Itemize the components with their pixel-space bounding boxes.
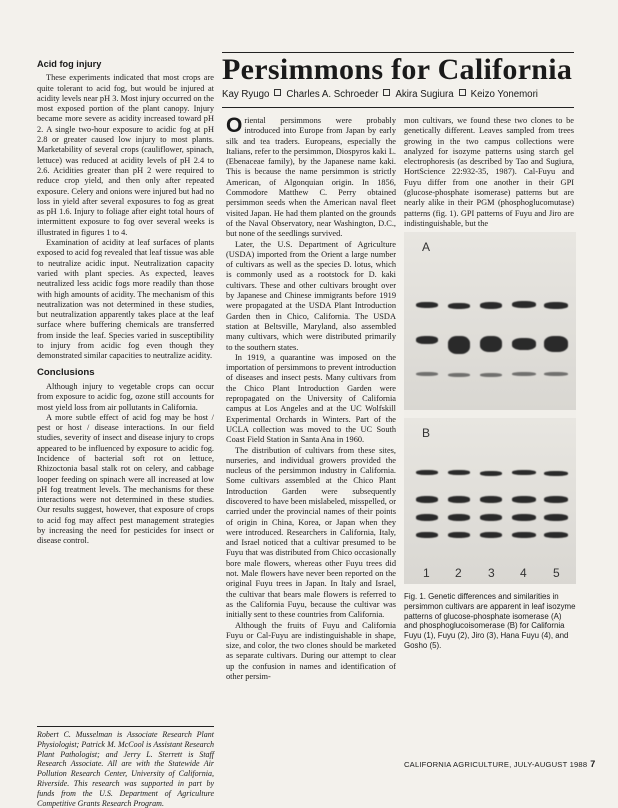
gel-band xyxy=(480,336,502,352)
gel-band xyxy=(448,496,470,503)
gel-band xyxy=(480,532,502,538)
lane-label: 5 xyxy=(553,566,560,580)
gel-band xyxy=(512,514,536,521)
paragraph-text: riental persimmons were probably introduced into Europe from Japan by early silk and tea traders. Europeans, especially the Italians, refer to the persimmon, Diospyros kaki L. (Ebenaceae family), by the Japanese name kaki. This is because the name persimmon is strictly American, of Algonquian origin. In 1856, Commodore Matthew C. Perry obtained persimmon seeds when the American naval fleet visited Japan. He had them planted on the grounds of the Naval Observatory, near Washington, D.C., but none of the seedlings survived. xyxy=(226,116,396,239)
paragraph: Although injury to vegetable crops can occur from exposure to acidic fog, ozone still accounts for most yield loss from air pollutants in California. xyxy=(37,381,214,412)
gel-band xyxy=(416,302,438,308)
gel-band xyxy=(544,336,568,352)
gel-band xyxy=(416,532,438,538)
gel-band xyxy=(512,470,536,475)
gel-band xyxy=(448,514,470,521)
panel-label: A xyxy=(422,240,431,254)
right-column xyxy=(404,116,574,229)
gel-band xyxy=(544,532,568,538)
separator-square-icon xyxy=(274,89,281,96)
gel-band xyxy=(512,372,536,376)
drop-cap: O xyxy=(226,114,243,137)
gel-band xyxy=(480,496,502,503)
gel-band xyxy=(480,373,502,377)
gel-band xyxy=(544,372,568,376)
gel-panel-b xyxy=(404,418,576,584)
paragraph: Although the fruits of Fuyu and California Fuyu or Cal-Fuyu are indistinguishable in shape, size, and color, the two clones should be marketed as separate cultivars. During our attempt to clear up the confusion in names and identification of other persim- xyxy=(226,620,396,682)
paragraph: Examination of acidity at leaf surfaces of plants exposed to acid fog revealed that leaf tissue was able to neutralize acidic input. Neutralization capacity varied with plant species. As expected, leaves neutralized less acidic fogs more readily than those with high amounts of acidity. The mechanism of this neutralization was not determined in these studies, but neutralization apparently takes place at the leaf surface where buffering chemicals are transferred from inside the leaf. Species varied in susceptibility to injury from acidic fog even though they demonstrated similar capacities to neutralize acidity. xyxy=(37,238,214,361)
separator-square-icon xyxy=(383,89,390,96)
gel-band xyxy=(512,532,536,538)
gel-band xyxy=(480,302,502,309)
author-name: Charles A. Schroeder xyxy=(286,89,379,100)
article-title: Persimmons for California xyxy=(222,53,573,86)
separator-square-icon xyxy=(459,89,466,96)
author-line xyxy=(222,89,582,100)
panel-label: B xyxy=(422,426,431,440)
author-name: Keizo Yonemori xyxy=(470,89,538,100)
paragraph: In 1919, a quarantine was imposed on the importation of persimmons to prevent introduction of diseases and insect pests. Many cultivars from the Chico Plant Introduction Garden were repropagated on the University of California campus at Los Angeles and at the UC Wolfskill Experimental Orchards in Winters. Part of the UCLA collection was moved to the UC South Coast Field Station in Santa Ana in 1960. xyxy=(226,352,396,445)
gel-band xyxy=(448,470,470,475)
author-name: Akira Sugiura xyxy=(395,89,454,100)
author-credits: Robert C. Musselman is Associate Research Plant Physiologist; Patrick M. McCool is Assistant Research Plant Pathologist; and Jerry L. Sterrett is Staff Research Associate. All are with the Statewide Air Pollution Research Center, University of California, Riverside. This research was supported in part by funds from the U.S. Department of Agriculture Competitive Grants Research Program. xyxy=(37,730,214,808)
gel-band xyxy=(544,471,568,476)
gel-band xyxy=(416,336,438,344)
gel-band xyxy=(544,514,568,521)
figure-caption: Fig. 1. Genetic differences and similarities in persimmon cultivars are apparent in leaf isozyme patterns of glucose-phosphate isomerase (A) and phosphoglucoisomerase (B) for California Fuyu (1), Fuyu (2), Jiro (3), Hana Fuyu (4), and Gosho (5). xyxy=(404,592,576,650)
section-heading-conclusions: Conclusions xyxy=(37,366,95,378)
gel-band xyxy=(480,514,502,521)
gel-panel-a xyxy=(404,232,576,410)
section-heading-acid-fog: Acid fog injury xyxy=(37,59,102,69)
gel-band xyxy=(448,373,470,377)
middle-column xyxy=(226,116,396,682)
gel-band xyxy=(512,496,536,503)
paragraph: Later, the U.S. Department of Agriculture (USDA) imported from the Orient a large number of cultivars as well as the species D. lotus, which is commonly used as a rootstock for D. kaki cultivars. These and other cultivars brought over by Japanese and Chinese immigrants before 1919 were propagated at the USDA Plant Introduction Garden then in Chico, California. The USDA station at Beltsville, Maryland, also assembled many cultivars, which were distributed primarily to the southern states. xyxy=(226,239,396,352)
lane-label: 2 xyxy=(455,566,462,580)
gel-band xyxy=(544,302,568,309)
journal-line: CALIFORNIA AGRICULTURE, JULY-AUGUST 1988 xyxy=(404,760,588,769)
page-number: 7 xyxy=(590,759,596,769)
gel-band xyxy=(416,372,438,376)
gel-band xyxy=(512,338,536,350)
lane-label: 3 xyxy=(488,566,495,580)
credits-divider xyxy=(37,726,214,727)
paragraph xyxy=(226,116,396,240)
gel-band xyxy=(480,471,502,476)
electrophoresis-figure xyxy=(404,232,576,584)
left-column xyxy=(37,59,214,547)
gel-band xyxy=(416,514,438,521)
lane-label: 4 xyxy=(520,566,527,580)
gel-band xyxy=(544,496,568,503)
paragraph: These experiments indicated that most crops are quite tolerant to acid fog, but would be injured at acidity levels near pH 3. Most injury occurred on the most exposed portion of the plant canopy. Injury became more severe as acidity increased toward pH 2. A single two-hour exposure to acidic fog at pH 2.8 or greater caused low injury to most plants. Marketability of several crops (cauliflower, spinach, lettuce) was reduced at acidity levels of pH 2.4 to 2.6. Acidities greater than pH 2 were required to reduce crop yield, and then only after repeated exposure. Celery and onions were injured but had no loss in yield after several exposures to fog as great as pH 1.6. Injury to foliage after eight total hours of intermittent exposure to fog over several weeks is illustrated in figures 1 to 4. xyxy=(37,73,214,237)
gel-band xyxy=(448,336,470,354)
gel-band xyxy=(448,303,470,309)
page-footer xyxy=(404,759,596,769)
paragraph: The distribution of cultivars from these sites, nurseries, and individual growers provided the nucleus of the persimmon industry in California. Some cultivars assembled at the Chico Plant Introduction Garden were subsequently discovered to have been mislabeled, misspelled, or carried under the provincial names of their points of origin in China, Korea, or Japan when they were introduced. Researchers in California, Italy, and Israel noticed that a cultivar presumed to be Fuyu that was distributed from Chico occasionally bore male flowers, whereas other Fuyu trees did not. Male flowers have never been reported on the original Fuyu trees in Japan. In Italy and Israel, the cultivar that bears male flowers is referred to as the California Fuyu, because the cultivar was initially sent to these countries from California. xyxy=(226,445,396,620)
author-name: Kay Ryugo xyxy=(222,89,270,100)
gel-band xyxy=(448,532,470,538)
gel-band xyxy=(416,496,438,503)
paragraph: A more subtle effect of acid fog may be host / pest or host / disease interactions. In our field studies, severity of insect and disease injury to crops appeared to be influenced by exposure to acidic fog. Incidence of bacterial soft rot on lettuce, Rhizoctonia basal stalk rot on celery, and cabbage looper feeding on spinach were all increased at low pH fog treatment levels. The mechanisms for these interactions were not determined in these studies. Our results suggest, however, that exposure of crops to acid fog may affect pest management strategies by increasing the need for pesticides for insect or disease control. xyxy=(37,412,214,546)
author-rule xyxy=(222,107,574,108)
gel-band xyxy=(512,301,536,308)
lane-label: 1 xyxy=(423,566,430,580)
paragraph: mon cultivars, we found these two clones to be genetically different. Leaves sampled from trees growing in the two campus collections were analyzed for isozyme patterns using starch gel electrophoresis (as described by Tao and Sugiura, HortScience 22:932-35, 1987). Cal-Fuyu and Fuyu differ from one another in their GPI (glucose-phosphate isomerase) patterns but are nearly alike in their PGM (phosphoglucomutase) patterns (fig. 1). GPI patterns of Fuyu and Jiro are indistinguishable, but the xyxy=(404,116,574,228)
gel-band xyxy=(416,470,438,475)
